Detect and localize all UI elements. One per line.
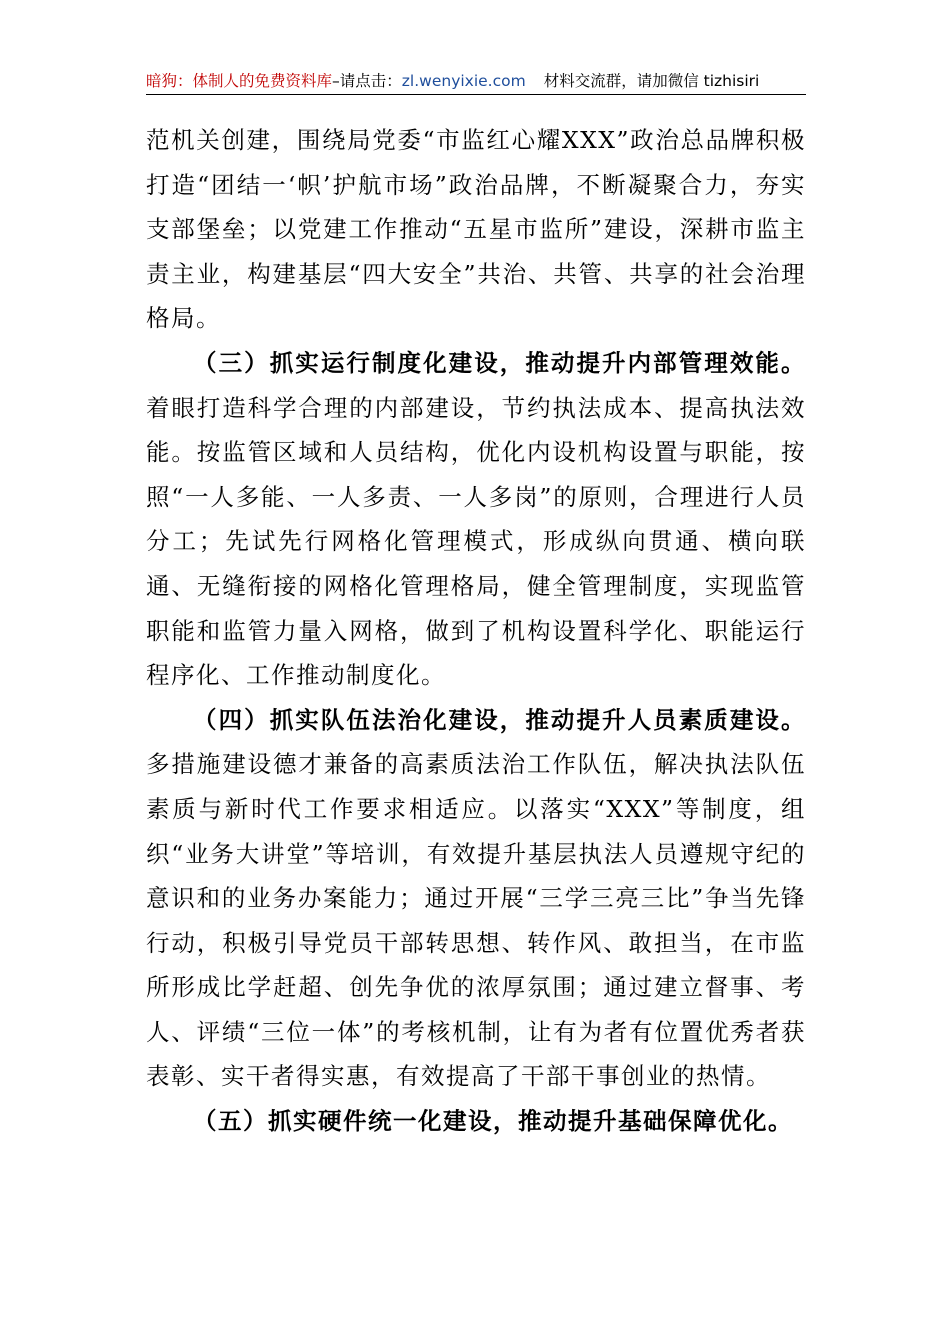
section-heading-4: （四）抓实队伍法治化建设，推动提升人员素质建设。 — [193, 705, 806, 734]
paragraph-2-text: 着眼打造科学合理的内部建设，节约执法成本、提高执法效能。按监管区域和人员结构，优化内设机构设置与职能，按照“一人多能、一人多责、一人多岗”的原则，合理进行人员分工；先试先行网格化管理模式，形成纵向贯通、横向联通、无缝衔接的网格化管理格局，健全管理制度，实现监管职能和监管力量入网格，做到了机构设置科学化、职能运行程序化、工作推动制度化。 — [146, 393, 806, 690]
document-body — [146, 118, 806, 1144]
paragraph-1 — [146, 118, 806, 341]
header-brand: 暗狗：体制人的免费资料库 — [146, 72, 333, 90]
header-wechat-note: 材料交流群，请加微信 tizhisiri — [543, 72, 760, 90]
paragraph-2 — [146, 341, 806, 698]
page-header — [146, 68, 806, 95]
section-heading-5: （五）抓实硬件统一化建设，推动提升基础保障优化。 — [193, 1107, 793, 1136]
paragraph-1-text: 范机关创建，围绕局党委“市监红心耀XXX”政治总品牌积极打造“团结一‘帜’护航市场”政治品牌，不断凝聚合力，夯实支部堡垒；以党建工作推动“五星市监所”建设，深耕市监主责主业，构建基层“四大安全”共治、共管、共享的社会治理格局。 — [146, 126, 806, 333]
paragraph-3-text: 多措施建设德才兼备的高素质法治工作队伍，解决执法队伍素质与新时代工作要求相适应。以落实“XXX”等制度，组织“业务大讲堂”等培训，有效提升基层执法人员遵规守纪的意识和的业务办案能力；通过开展“三学三亮三比”争当先锋行动，积极引导党员干部转思想、转作风、敢担当，在市监所形成比学赶超、创先争优的浓厚氛围；通过建立督事、考人、评绩“三位一体”的考核机制，让有为者有位置优秀者获表彰、实干者得实惠，有效提高了干部干事创业的热情。 — [146, 750, 806, 1091]
header-click-label: –请点击： — [332, 72, 402, 90]
section-heading-3: （三）抓实运行制度化建设，推动提升内部管理效能。 — [193, 348, 806, 377]
paragraph-3 — [146, 698, 806, 1099]
header-url-link[interactable]: zl.wenyixie.com — [401, 72, 526, 90]
paragraph-4 — [146, 1099, 806, 1144]
